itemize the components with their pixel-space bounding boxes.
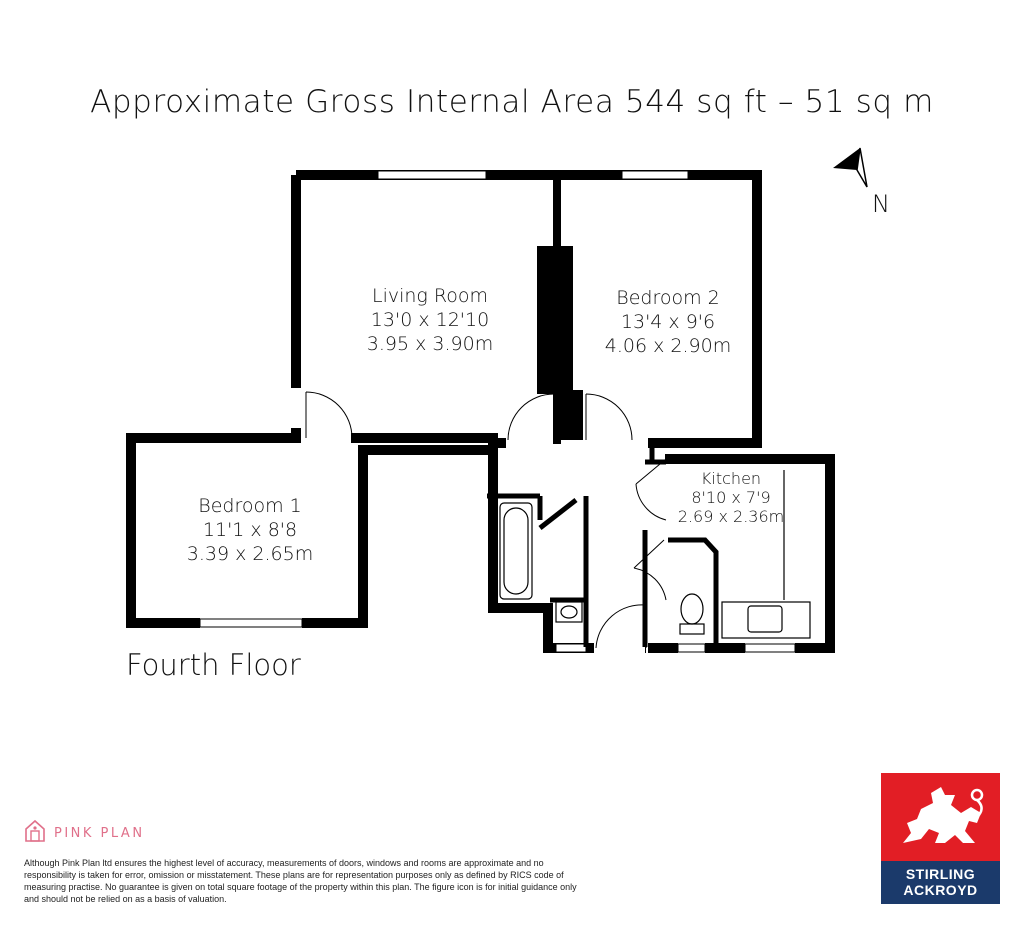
room-living <box>350 284 510 356</box>
room-metric: 3.39 x 2.65m <box>186 543 314 565</box>
floor-label: Fourth Floor <box>126 648 301 682</box>
room-imperial: 8'10 x 7'9 <box>691 488 771 507</box>
griffin-icon <box>881 773 1000 861</box>
toilet-icon <box>680 594 704 634</box>
north-arrow-icon <box>833 148 867 187</box>
agent-line-1: STIRLING <box>905 866 976 882</box>
room-name: Bedroom 1 <box>198 495 302 517</box>
pink-plan-brand <box>24 819 145 847</box>
room-imperial: 11'1 x 8'8 <box>202 519 298 541</box>
outer-walls <box>131 175 830 648</box>
room-bedroom2 <box>588 286 748 358</box>
basin-icon <box>556 602 582 622</box>
room-name: Kitchen <box>700 469 762 488</box>
room-imperial: 13'4 x 9'6 <box>620 311 716 333</box>
pink-plan-house-icon <box>24 819 46 847</box>
bath-icon <box>500 503 532 599</box>
room-kitchen <box>666 469 796 526</box>
area-title: Approximate Gross Internal Area 544 sq ft – 51 sq m <box>90 84 934 120</box>
room-name: Living Room <box>372 285 488 307</box>
pink-plan-label: PINK PLAN <box>54 825 145 841</box>
room-name: Bedroom 2 <box>616 287 720 309</box>
room-metric: 4.06 x 2.90m <box>604 335 732 357</box>
room-metric: 3.95 x 3.90m <box>366 333 494 355</box>
stirling-ackroyd-logo <box>881 773 1000 904</box>
disclaimer: Although Pink Plan ltd ensures the highest level of accuracy, measurements of doors, windows and rooms are approximate and no responsibility is taken for error, omission or misstatement. These plans are for representation purposes only as defined by RICS code of measuring practise. No guarantee is given on total square footage of the property within this plan. The figure icon is for initial guidance only and should not be relied on as a basis of valuation. <box>24 858 577 904</box>
compass-label: N <box>872 190 890 218</box>
agent-line-2: ACKROYD <box>903 882 978 898</box>
room-bedroom1 <box>170 494 330 566</box>
room-imperial: 13'0 x 12'10 <box>370 309 490 331</box>
room-metric: 2.69 x 2.36m <box>677 507 785 526</box>
